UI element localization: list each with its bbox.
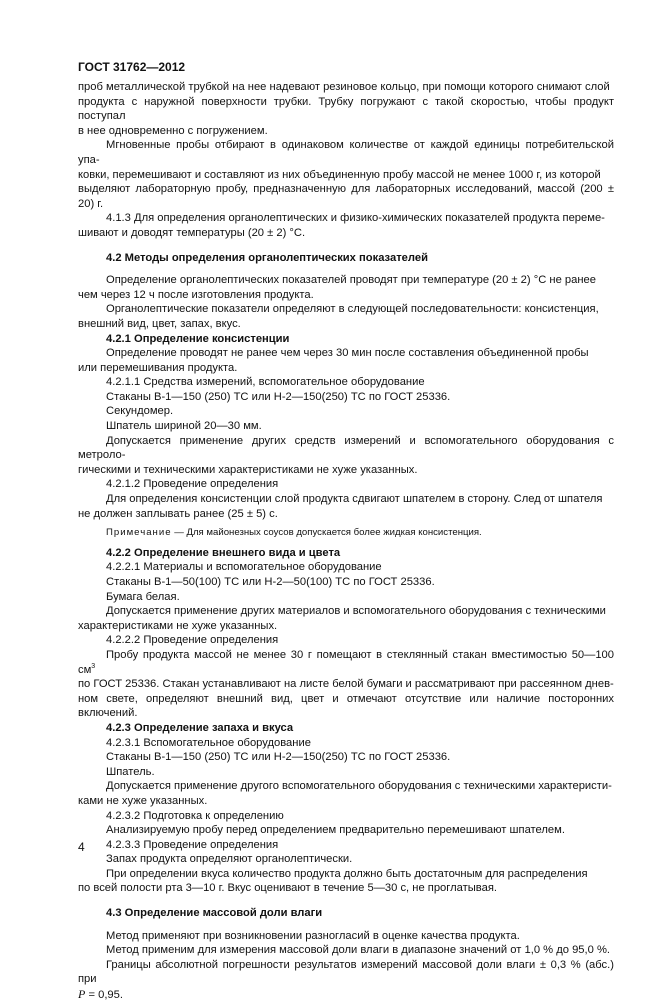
paragraph <box>78 346 614 375</box>
paragraph <box>78 867 614 896</box>
text-line: гическими и техническими характеристиками не хуже указанных. <box>78 463 418 476</box>
text-line: внешний вид, цвет, запах, вкус. <box>78 317 241 330</box>
text-line: шивают и доводят температуры (20 ± 2) °С. <box>78 226 306 239</box>
paragraph <box>78 138 614 211</box>
text-line: Допускается применение другого вспомогательного оборудования с техническими характеристи- <box>106 780 612 793</box>
text-line: Определение проводят не ранее чем через 30 мин после составления объединенной пробы <box>106 347 589 360</box>
paragraph <box>78 958 614 1003</box>
paragraph <box>78 492 614 521</box>
paragraph: Метод применим для измерения массовой доли влаги в диапазоне значений от 1,0 % до 95,0 %. <box>106 944 611 957</box>
paragraph: Метод применяют при возникновении разногласий в оценке качества продукта. <box>106 929 520 942</box>
text-line: Мгновенные пробы отбирают в одинаковом количестве от каждой единицы потребительской упа- <box>78 139 614 166</box>
paragraph: 4.2.3.3 Проведение определения <box>106 838 279 851</box>
section-heading-4-3: 4.3 Определение массовой доли влаги <box>106 907 323 920</box>
text-line: При определении вкуса количество продукта должно быть достаточным для распределения <box>106 867 588 880</box>
text-line: Определение органолептических показателей проводят при температуре (20 ± 2) °С не ранее <box>106 274 596 287</box>
text-line: по ГОСТ 25336. Стакан устанавливают на листе белой бумаги и рассматривают при рассеянном днев- <box>78 678 614 691</box>
paragraph: 4.2.2.1 Материалы и вспомогательное оборудование <box>106 561 382 574</box>
text-line: Допускается применение других средств измерений и вспомогательного оборудования с метроло- <box>78 434 614 462</box>
paragraph <box>78 779 614 808</box>
text-line: ковки, перемешивают и составляют из них объединенную пробу массой не менее 1000 г, из которой <box>78 168 601 181</box>
text-line: Органолептические показатели определяют в следующей последовательности: консистенция, <box>106 303 599 316</box>
text-line: продукта с наружной поверхности трубки. Трубку погружают с такой скоростью, чтобы продукт поступал <box>78 95 614 123</box>
paragraph <box>78 434 614 478</box>
paragraph <box>78 648 614 721</box>
text-line: выделяют лабораторную пробу, предназначенную для лабораторных исследований, массой (200 ± 20) г. <box>78 183 614 210</box>
paragraph: Бумага белая. <box>106 590 180 603</box>
paragraph: Анализируемую пробу перед определением предварительно перемешивают шпателем. <box>106 824 565 837</box>
paragraph: 4.2.3.1 Вспомогательное оборудование <box>106 736 311 749</box>
paragraph: Стаканы В-1—150 (250) ТС или Н-2—150(250) ТС по ГОСТ 25336. <box>106 751 451 764</box>
text-line: по всей полости рта 3—10 г. Вкус оценивают в течение 5—30 с, не проглатывая. <box>78 882 497 895</box>
variable-p: P <box>78 987 86 1002</box>
text-line: не должен заплывать ранее (25 ± 5) с. <box>78 507 278 520</box>
text-line: = 0,95. <box>85 989 123 1002</box>
section-heading-4-2-3: 4.2.3 Определение запаха и вкуса <box>106 721 294 734</box>
paragraph <box>78 604 614 633</box>
section-heading-4-2-1: 4.2.1 Определение консистенции <box>106 332 290 345</box>
page-content <box>78 80 614 1003</box>
text-line: характеристиками не хуже указанных. <box>78 619 278 632</box>
note-label: Примечание <box>106 527 172 539</box>
section-heading-4-2: 4.2 Методы определения органолептических показателей <box>106 251 428 264</box>
text-line: ками не хуже указанных. <box>78 794 208 807</box>
text-line: Границы абсолютной погрешности результатов измерений массовой доли влаги ± 0,3 % (абс.) при <box>78 958 614 986</box>
paragraph: Стаканы В-1—50(100) ТС или Н-2—50(100) ТС по ГОСТ 25336. <box>106 576 435 588</box>
text-line: Пробу продукта массой не менее 30 г помещают в стеклянный стакан вместимостью 50—100 см <box>78 648 614 676</box>
superscript: 3 <box>91 662 96 670</box>
paragraph: Шпатель шириной 20—30 мм. <box>106 420 262 433</box>
text-line: Допускается применение других материалов и вспомогательного оборудования с техническими <box>106 605 606 618</box>
section-heading-4-2-2: 4.2.2 Определение внешнего вида и цвета <box>106 546 341 559</box>
text-line: чем через 12 ч после изготовления продукта. <box>78 288 314 301</box>
paragraph <box>78 302 614 331</box>
paragraph <box>78 211 614 240</box>
text-line: 4.1.3 Для определения органолептических и физико-химических показателей продукта переме- <box>106 212 605 225</box>
text-line: Для определения консистенции слой продукта сдвигают шпателем в сторону. След от шпателя <box>106 493 603 506</box>
paragraph: Шпатель. <box>106 765 155 778</box>
paragraph: 4.2.3.2 Подготовка к определению <box>106 809 284 822</box>
paragraph <box>78 80 614 138</box>
standard-header: ГОСТ 31762—2012 <box>78 60 186 74</box>
page-number: 4 <box>78 840 85 854</box>
text-line: проб металлической трубкой на нее надевают резиновое кольцо, при помощи которого снимают слой <box>78 81 610 93</box>
note <box>78 526 614 541</box>
note-text: — Для майонезных соусов допускается более жидкая консистенция. <box>171 527 482 539</box>
text-line: в нее одновременно с погружением. <box>78 124 268 137</box>
text-line: или перемешивания продукта. <box>78 361 238 374</box>
paragraph: Секундомер. <box>106 405 174 418</box>
paragraph <box>78 273 614 302</box>
paragraph: 4.2.2.2 Проведение определения <box>106 634 279 647</box>
paragraph: 4.2.1.1 Средства измерений, вспомогательное оборудование <box>106 376 425 389</box>
paragraph: 4.2.1.2 Проведение определения <box>106 478 279 491</box>
paragraph: Запах продукта определяют органолептически. <box>106 853 353 866</box>
text-line: ном свете, определяют внешний вид, цвет и отмечают отсутствие или наличие посторонних включений. <box>78 692 614 720</box>
paragraph: Стаканы В-1—150 (250) ТС или Н-2—150(250) ТС по ГОСТ 25336. <box>106 390 451 403</box>
